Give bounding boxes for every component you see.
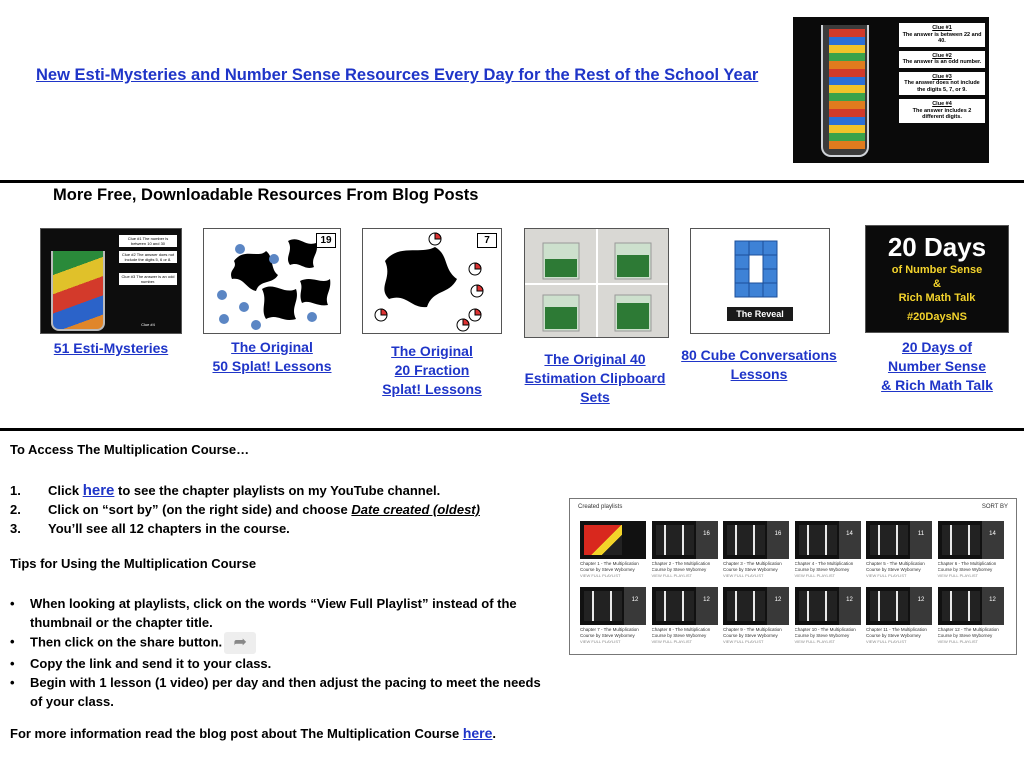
tile-link-fraction-splat[interactable]: The Original 20 Fraction Splat! Lessons	[382, 343, 482, 397]
splat-number-badge: 7	[477, 233, 497, 248]
blog-post-footer: For more information read the blog post about The Multiplication Course here.	[10, 725, 497, 741]
section-divider	[0, 428, 1024, 431]
hero-clue: Clue #3 The answer does not include the digits 5, 7, or 9.	[899, 72, 985, 96]
view-full-playlist-link[interactable]: VIEW FULL PLAYLIST	[723, 573, 764, 578]
glass-of-cubes-image	[821, 25, 869, 157]
playlist-video-count: 16	[767, 521, 789, 559]
hero-clue: Clue #4 The answer includes 2 different digits.	[899, 99, 985, 123]
playlist-video-count: 11	[910, 521, 932, 559]
course-step: 2. Click on “sort by” (on the right side) and choose Date created (oldest)	[10, 502, 480, 517]
mini-clue: Clue #2 The answer does not include the digits 5, 6 or 8.	[119, 251, 177, 263]
tile-link-esti-mysteries[interactable]: 51 Esti-Mysteries	[53, 340, 169, 356]
section-divider	[0, 180, 1024, 183]
playlist-thumbnail[interactable]	[652, 521, 718, 559]
playlist-card[interactable]	[723, 587, 789, 644]
fraction-splat-thumbnail[interactable]	[362, 228, 502, 334]
playlist-thumbnail[interactable]	[866, 521, 932, 559]
playlist-thumbnail[interactable]	[723, 521, 789, 559]
mini-clue: Clue #1 The number is between 10 and 30	[119, 235, 177, 247]
playlist-video-count: 14	[839, 521, 861, 559]
playlist-thumbnail[interactable]	[938, 587, 1004, 625]
playlist-title[interactable]: Chapter 8 - The Multiplication Course by Steve Wyborney	[651, 627, 711, 638]
playlist-video-count: 12	[839, 587, 861, 625]
tips-list	[10, 594, 550, 711]
splat-number-badge: 19	[316, 233, 336, 248]
twenty-days-subtitle: Rich Math Talk	[898, 292, 976, 304]
view-full-playlist-link[interactable]: VIEW FULL PLAYLIST	[651, 639, 692, 644]
mini-clue: Clue #4	[141, 322, 155, 327]
playlist-card[interactable]	[580, 587, 646, 644]
playlist-video-count: 12	[767, 587, 789, 625]
playlist-card[interactable]	[795, 587, 861, 644]
playlist-card[interactable]	[652, 587, 718, 644]
playlist-title[interactable]: Chapter 6 - The Multiplication Course by Steve Wyborney	[937, 561, 997, 572]
playlist-thumbnail[interactable]	[652, 587, 718, 625]
estimation-clipboard-thumbnail[interactable]	[524, 228, 669, 338]
view-full-playlist-link[interactable]: VIEW FULL PLAYLIST	[723, 639, 764, 644]
cube-reveal-caption: The Reveal	[736, 309, 784, 319]
esti-mystery-thumbnail[interactable]	[40, 228, 182, 334]
playlist-card[interactable]	[938, 521, 1004, 578]
tip-item: • Copy the link and send it to your class.	[10, 654, 550, 673]
playlist-thumbnail[interactable]	[795, 587, 861, 625]
top-resources-link[interactable]: New Esti-Mysteries and Number Sense Resources Every Day for the Rest of the School Year	[36, 66, 759, 84]
playlist-thumbnail[interactable]	[795, 521, 861, 559]
tip-item: • When looking at playlists, click on the words “View Full Playlist” instead of the thumbnail or the chapter title.	[10, 594, 550, 632]
esti-mystery-hero-image[interactable]	[793, 17, 989, 163]
playlist-video-count: 12	[910, 587, 932, 625]
view-full-playlist-link[interactable]: VIEW FULL PLAYLIST	[866, 573, 907, 578]
playlist-thumbnail[interactable]	[866, 587, 932, 625]
playlists-header: Created playlists	[578, 504, 623, 510]
view-full-playlist-link[interactable]: VIEW FULL PLAYLIST	[794, 573, 835, 578]
tile-link-cube-conversations[interactable]: 80 Cube Conversations Lessons	[681, 347, 837, 382]
view-full-playlist-link[interactable]: VIEW FULL PLAYLIST	[651, 573, 692, 578]
playlist-thumbnail[interactable]	[723, 587, 789, 625]
playlist-card[interactable]	[723, 521, 789, 578]
playlist-video-count: 14	[982, 521, 1004, 559]
tile-link-splat-lessons[interactable]: The Original 50 Splat! Lessons	[212, 339, 332, 374]
youtube-playlists-link[interactable]: here	[82, 482, 115, 499]
estimation-jars-image	[525, 229, 669, 338]
hero-clue: Clue #2 The answer is an odd number.	[899, 51, 985, 68]
blog-post-link[interactable]: here	[462, 725, 493, 741]
hero-clue: Clue #1 The answer is between 22 and 40.	[899, 23, 985, 47]
cup-image	[51, 251, 105, 331]
playlist-title[interactable]: Chapter 10 - The Multiplication Course by Steve Wyborney	[794, 627, 856, 638]
playlist-video-count: 16	[696, 521, 718, 559]
view-full-playlist-link[interactable]: VIEW FULL PLAYLIST	[794, 639, 835, 644]
hero-clue-list	[899, 23, 985, 127]
playlist-thumbnail[interactable]	[580, 521, 646, 559]
course-access-title: To Access The Multiplication Course…	[10, 442, 250, 457]
twenty-days-hashtag: #20DaysNS	[907, 311, 967, 323]
twenty-days-title: 20 Days	[887, 232, 987, 262]
playlist-thumbnail[interactable]	[580, 587, 646, 625]
course-step: 1. Click here to see the chapter playlists on my YouTube channel.	[10, 482, 441, 499]
playlist-card[interactable]	[580, 521, 646, 578]
playlist-card[interactable]	[795, 521, 861, 578]
playlist-video-count: 12	[696, 587, 718, 625]
playlist-video-count: 12	[982, 587, 1004, 625]
playlist-title[interactable]: Chapter 3 - The Multiplication Course by Steve Wyborney	[723, 561, 782, 572]
view-full-playlist-link[interactable]: VIEW FULL PLAYLIST	[937, 639, 978, 644]
playlist-title[interactable]: Chapter 7 - The Multiplication Course by Steve Wyborney	[580, 627, 639, 638]
view-full-playlist-link[interactable]: VIEW FULL PLAYLIST	[866, 639, 907, 644]
view-full-playlist-link[interactable]: VIEW FULL PLAYLIST	[937, 573, 978, 578]
youtube-playlists-screenshot	[569, 498, 1017, 655]
playlist-title[interactable]: Chapter 12 - The Multiplication Course by Steve Wyborney	[937, 627, 999, 638]
cube-conversation-thumbnail[interactable]	[690, 228, 830, 334]
tip-item: • Then click on the share button. ➦	[10, 632, 550, 654]
tip-item: • Begin with 1 lesson (1 video) per day and then adjust the pacing to meet the needs of your class.	[10, 673, 550, 711]
playlist-title[interactable]: Chapter 1 - The Multiplication Course by Steve Wyborney	[580, 561, 639, 572]
playlist-title[interactable]: Chapter 2 - The Multiplication Course by Steve Wyborney	[651, 561, 711, 572]
playlist-card[interactable]	[866, 587, 932, 644]
course-step: 3. You’ll see all 12 chapters in the course.	[10, 521, 290, 536]
twenty-days-subtitle: of Number Sense	[891, 264, 983, 276]
twenty-days-thumbnail[interactable]	[865, 225, 1009, 333]
twenty-days-subtitle: &	[933, 278, 941, 290]
playlist-video-count: 12	[624, 587, 646, 625]
resources-heading: More Free, Downloadable Resources From Blog Posts	[53, 186, 479, 204]
playlist-card[interactable]	[652, 521, 718, 578]
playlist-title[interactable]: Chapter 5 - The Multiplication Course by Steve Wyborney	[866, 561, 925, 572]
splat-thumbnail[interactable]	[203, 228, 341, 334]
playlist-card[interactable]	[938, 587, 1004, 644]
tile-link-estimation-clipboard[interactable]: The Original 40 Estimation Clipboard Sets	[524, 351, 666, 405]
playlist-title[interactable]: Chapter 11 - The Multiplication Course by Steve Wyborney	[866, 627, 927, 638]
tips-title: Tips for Using the Multiplication Course	[10, 556, 257, 571]
view-full-playlist-link[interactable]: VIEW FULL PLAYLIST	[580, 573, 621, 578]
share-icon: ➦	[224, 632, 256, 654]
course-steps-list	[10, 481, 480, 538]
mini-clue: Clue #3 The answer is an odd number.	[119, 273, 177, 285]
playlist-title[interactable]: Chapter 4 - The Multiplication Course by Steve Wyborney	[794, 561, 854, 572]
playlist-card[interactable]	[866, 521, 932, 578]
playlist-title[interactable]: Chapter 9 - The Multiplication Course by Steve Wyborney	[723, 627, 782, 638]
sort-by-label: SORT BY	[981, 504, 1008, 510]
view-full-playlist-link[interactable]: VIEW FULL PLAYLIST	[580, 639, 621, 644]
tile-link-twenty-days[interactable]: 20 Days of Number Sense & Rich Math Talk	[881, 339, 993, 393]
playlist-thumbnail[interactable]	[938, 521, 1004, 559]
